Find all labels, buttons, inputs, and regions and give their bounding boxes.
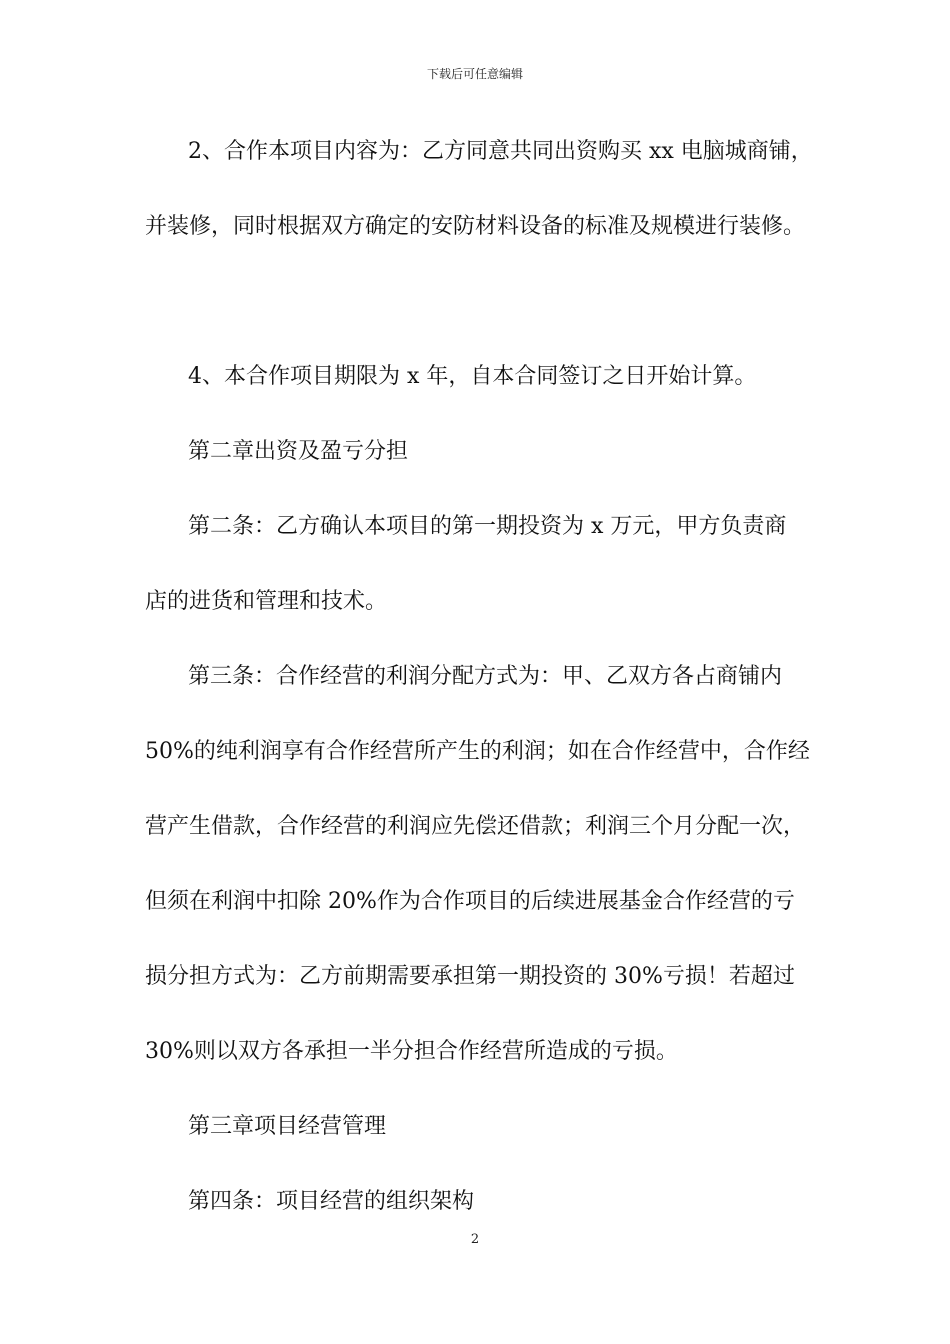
paragraph-line: 50%的纯利润享有合作经营所产生的利润；如在合作经营中，合作经	[145, 739, 810, 764]
paragraph-line: 损分担方式为：乙方前期需要承担第一期投资的 30%亏损！若超过	[145, 964, 795, 989]
paragraph-line: 营产生借款，合作经营的利润应先偿还借款；利润三个月分配一次，	[145, 814, 806, 839]
paragraph-line: 第三条：合作经营的利润分配方式为：甲、乙双方各占商铺内	[188, 664, 783, 689]
chapter-heading: 第二章出资及盈亏分担	[188, 439, 409, 464]
paragraph-line: 第二条：乙方确认本项目的第一期投资为 x 万元，甲方负责商	[188, 514, 787, 539]
chapter-heading: 第三章项目经营管理	[188, 1114, 387, 1139]
paragraph-line: 但须在利润中扣除 20%作为合作项目的后续进展基金合作经营的亏	[145, 889, 795, 914]
paragraph-line: 30%则以双方各承担一半分担合作经营所造成的亏损。	[145, 1039, 678, 1064]
page-header: 下载后可任意编辑	[426, 67, 523, 81]
page-number: 2	[470, 1232, 480, 1247]
paragraph-line: 第四条：项目经营的组织架构	[188, 1189, 475, 1214]
paragraph-line: 4、本合作项目期限为 x 年，自本合同签订之日开始计算。	[188, 364, 757, 389]
paragraph-line: 2、合作本项目内容为：乙方同意共同出资购买 xx 电脑城商铺，	[188, 139, 813, 164]
paragraph-line: 店的进货和管理和技术。	[145, 589, 388, 614]
paragraph-line: 并装修，同时根据双方确定的安防材料设备的标准及规模进行装修。	[145, 214, 806, 239]
